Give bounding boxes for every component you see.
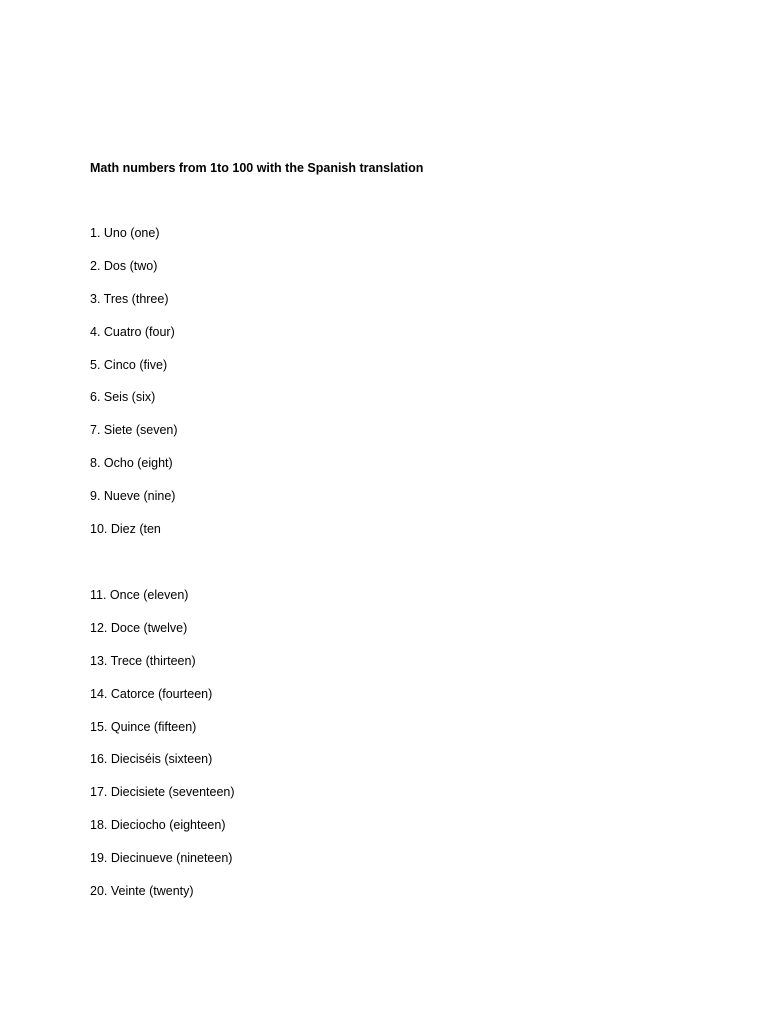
list-item: 8. Ocho (eight) <box>90 456 173 471</box>
list-item: 6. Seis (six) <box>90 390 156 405</box>
list-item: 11. Once (eleven) <box>90 588 189 602</box>
list-item: 2. Dos (two) <box>90 258 158 273</box>
list-item: 4. Cuatro (four) <box>90 324 175 339</box>
list-item: 9. Nueve (nine) <box>90 489 176 504</box>
list-item: 15. Quince (fifteen) <box>90 719 197 734</box>
list-item: 7. Siete (seven) <box>90 423 178 438</box>
list-item: 10. Diez (ten <box>90 522 161 537</box>
list-item: 18. Dieciocho (eighteen) <box>90 818 226 833</box>
list-item: 1. Uno (one) <box>90 226 160 240</box>
list-item: 12. Doce (twelve) <box>90 620 188 635</box>
list-item: 5. Cinco (five) <box>90 357 168 372</box>
list-item: 13. Trece (thirteen) <box>90 653 196 668</box>
list-item: 20. Veinte (twenty) <box>90 884 194 899</box>
list-item: 16. Dieciséis (sixteen) <box>90 752 213 767</box>
number-list-1-to-10 <box>90 224 178 553</box>
list-item: 19. Diecinueve (nineteen) <box>90 851 233 866</box>
list-item: 17. Diecisiete (seventeen) <box>90 785 235 800</box>
document-title: Math numbers from 1to 100 with the Spanish translation <box>90 161 424 175</box>
list-item: 3. Tres (three) <box>90 291 169 306</box>
list-item: 14. Catorce (fourteen) <box>90 686 213 701</box>
number-list-11-to-20 <box>90 586 235 915</box>
